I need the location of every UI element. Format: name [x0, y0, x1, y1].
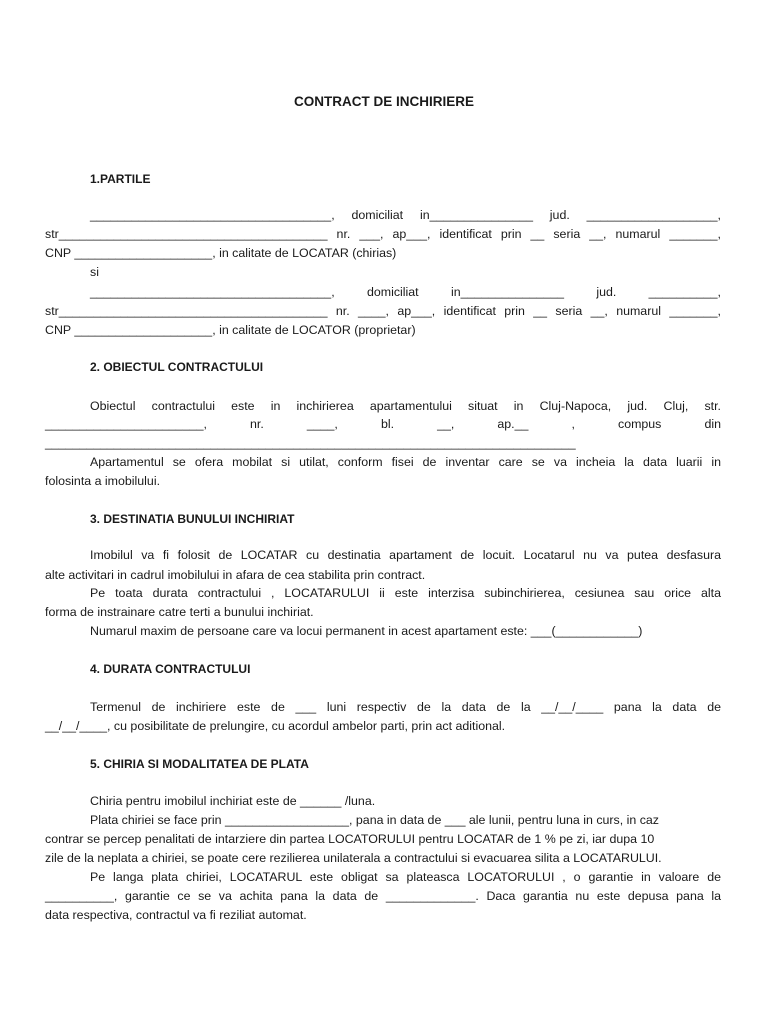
obiect-line-5: folosinta a imobilului.: [45, 474, 161, 488]
obiect-line-1: Obiectul contractului este in inchirierea apartamentului situat in Cluj-Napoca, jud. Cluj, str.: [90, 399, 721, 413]
document-title: CONTRACT DE INCHIRIERE: [293, 94, 474, 109]
chiria-line-4: zile de la neplata a chiriei, se poate cere rezilierea unilaterala a contractului si evacuarea silita a LOCATARULUI.: [45, 851, 662, 865]
durata-line-2: __/__/____, cu posibilitate de prelungire, cu acordul ambelor parti, prin act aditional.: [45, 719, 506, 733]
destinatia-line-1: Imobilul va fi folosit de LOCATAR cu destinatia apartament de locuit. Locatarul nu va putea desfasura: [90, 548, 721, 562]
section-heading-destinatia: 3. DESTINATIA BUNULUI INCHIRIAT: [90, 512, 295, 526]
obiect-line-4: Apartamentul se ofera mobilat si utilat, conform fisei de inventar care se va incheia la data luarii in: [90, 455, 721, 469]
chiria-line-7: data respectiva, contractul va fi reziliat automat.: [45, 908, 307, 922]
parti-line-5: ___________________________________, domiciliat in_______________ jud. __________,: [90, 285, 721, 299]
durata-line-1: Termenul de inchiriere este de ___ luni respectiv de la data de la __/__/____ pana la data de: [90, 700, 721, 714]
chiria-line-6: __________, garantie ce se va achita pana la data de _____________. Daca garantia nu este depusa pana la: [45, 889, 721, 903]
parti-line-4: si: [90, 265, 99, 279]
chiria-line-5: Pe langa plata chiriei, LOCATARUL este obligat sa plateasca LOCATORULUI , o garantie in valoare de: [90, 870, 721, 884]
destinatia-line-4: forma de instrainare catre terti a bunului inchiriat.: [45, 605, 314, 619]
chiria-line-3: contrar se percep penalitati de intarziere din partea LOCATORULUI pentru LOCATAR de 1 % pe zi, iar dupa 10: [45, 832, 655, 846]
destinatia-line-2: alte activitari in cadrul imobilului in afara de cea stabilita prin contract.: [45, 568, 426, 582]
parti-line-3: CNP ____________________, in calitate de LOCATAR (chirias): [45, 246, 397, 260]
chiria-line-1: Chiria pentru imobilul inchiriat este de ______ /luna.: [90, 794, 376, 808]
obiect-line-3: _____________________________________________________________________________: [45, 436, 576, 450]
parti-line-6: str_______________________________________ nr. ____, ap___, identificat prin __ seria __, numarul _______,: [45, 304, 721, 318]
section-heading-obiect: 2. OBIECTUL CONTRACTULUI: [90, 360, 264, 374]
destinatia-line-5: Numarul maxim de persoane care va locui permanent in acest apartament este: ___(____________): [90, 624, 643, 638]
section-heading-durata: 4. DURATA CONTRACTULUI: [90, 662, 251, 676]
obiect-line-2: _______________________, nr. ____, bl. __, ap.__ , compus din: [45, 417, 721, 431]
chiria-line-2: Plata chiriei se face prin __________________, pana in data de ___ ale lunii, pentru luna in curs, in caz: [90, 813, 659, 827]
parti-line-1: ___________________________________, domiciliat in_______________ jud. ___________________,: [90, 208, 721, 222]
parti-line-7: CNP ____________________, in calitate de LOCATOR (proprietar): [45, 323, 416, 337]
parti-line-2: str_______________________________________ nr. ___, ap___, identificat prin __ seria __, numarul _______,: [45, 227, 721, 241]
section-heading-chiria: 5. CHIRIA SI MODALITATEA DE PLATA: [90, 757, 309, 771]
destinatia-line-3: Pe toata durata contractului , LOCATARULUI ii este interzisa subinchirierea, cesiunea sau orice alta: [90, 586, 721, 600]
section-heading-parti: 1.PARTILE: [90, 172, 151, 186]
